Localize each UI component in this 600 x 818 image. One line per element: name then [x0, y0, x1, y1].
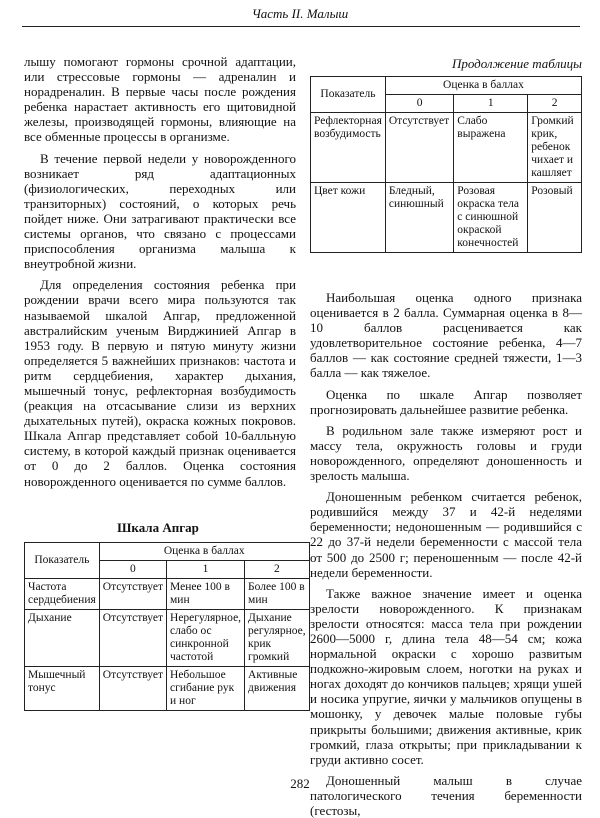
score-cell: Дыхание регулярное, крик громкий — [245, 610, 310, 667]
table-caption: Шкала Апгар — [117, 520, 199, 535]
apgar-table-continued — [310, 76, 582, 253]
header-divider — [22, 26, 580, 27]
paragraph: Наибольшая оценка одного признака оценивается в 2 балла. Суммарная оценка в 8—10 баллов расценивается как удовлетворительное состояние ребенка, 4—7 баллов — как состояние средней тяжести, 1—3 балла — как тяжелое. — [310, 290, 582, 381]
indicator-cell: Мышечный тонус — [25, 667, 100, 711]
table-row — [311, 113, 582, 183]
score-col-1: 1 — [167, 561, 245, 579]
paragraph: В течение первой недели у новорожденного возникает ряд адаптационных (физиологических, переходных или транзиторных) состояний, о которых речь пойдет ниже. Они затрагивают практически все системы органов, что связано с процессами приспособления организма малыша к внеутробной жизни. — [24, 150, 296, 272]
paragraph: В родильном зале также измеряют рост и массу тела, окружность головы и груди новорожденного, определяют доношенность и зрелость малыша. — [310, 422, 582, 484]
score-col-0: 0 — [99, 561, 166, 579]
apgar-table — [24, 542, 310, 711]
paragraph: Также важное значение имеет и оценка зрелости новорожденного. К признакам зрелости относятся: масса тела при рождении 2600—5000 г, длина тела 48—54 см; кожа нормальной окраски с хорошо развитым подкожно-жировым слоем, ноготки на руках и ногах доходят до кончиков пальцев; хрящи ушей и носика упругие, яички у мальчиков опущены в мошонку, у девочек малые половые губы прикрыты большими; движения активные, крик громкий, глаза открыты; при прикладывании к груди активно сосет. — [310, 585, 582, 767]
score-col-0: 0 — [385, 95, 453, 113]
score-col-1: 1 — [454, 95, 528, 113]
running-header: Часть II. Малыш — [251, 6, 349, 21]
page-number: 282 — [290, 776, 310, 791]
indicator-cell: Частота сердцебиения — [25, 579, 100, 610]
column-header-score: Оценка в баллах — [99, 543, 309, 561]
score-col-2: 2 — [528, 95, 582, 113]
score-cell: Громкий крик, ребенок чихает и кашляет — [528, 113, 582, 183]
score-cell: Отсутствует — [99, 610, 166, 667]
score-cell: Слабо выражена — [454, 113, 528, 183]
score-cell: Отсутствует — [99, 667, 166, 711]
column-header-indicator: Показатель — [25, 543, 100, 579]
left-column — [24, 54, 296, 489]
paragraph: Доношенным ребенком считается ребенок, родившийся между 37 и 42-й неделями беременности; недоношенным — родившийся с 22 до 37-й недели беременности с массой тела от 500 до 2500 г; переношенным — после 42-й недели беременности. — [310, 489, 582, 580]
indicator-cell: Дыхание — [25, 610, 100, 667]
score-cell: Отсутствует — [99, 579, 166, 610]
table-row — [25, 610, 310, 667]
table-row — [311, 183, 582, 253]
score-cell: Нерегулярное, слабо ос синкронной частотой — [167, 610, 245, 667]
score-cell: Небольшое сгибание рук и ног — [167, 667, 245, 711]
right-column — [310, 290, 582, 818]
score-cell: Розовый — [528, 183, 582, 253]
score-cell: Розовая окраска тела с синюшной окраской конечностей — [454, 183, 528, 253]
table-row — [25, 579, 310, 610]
paragraph: Доношенный малыш в случае патологического течения беременности (гестозы, — [310, 772, 582, 818]
table-row — [25, 667, 310, 711]
paragraph: Для определения состояния ребенка при рождении врачи всего мира пользуются так называемой шкалой Апгар, предложенной австралийским ученым Вирджинией Апгар в 1953 году. В первую и пятую минуту жизни определяется 5 важнейших признаков: частота и ритм сердцебиения, характер дыхания, мышечный тонус, рефлекторная возбудимость (реакция на отсасывание слизи из верхних дыхательных путей), окраска кожных покровов. Шкала Апгар представляет собой 10-балльную систему, в которой каждый признак оценивается от 0 до 2 баллов. Оценка состояния новорожденного оценивается по сумме баллов. — [24, 277, 296, 489]
score-cell: Менее 100 в мин — [167, 579, 245, 610]
indicator-cell: Рефлекторная возбудимость — [311, 113, 386, 183]
score-cell: Более 100 в мин — [245, 579, 310, 610]
column-header-indicator: Показатель — [311, 77, 386, 113]
paragraph: лышу помогают гормоны срочной адаптации, или стрессовые гормоны — адреналин и норадреналин. В первые часы после рождения ребенка нарастает активность его щитовидной железы, производящей гормоны, влияющие на все обменные процессы в организме. — [24, 54, 296, 145]
indicator-cell: Цвет кожи — [311, 183, 386, 253]
paragraph: Оценка по шкале Апгар позволяет прогнозировать дальнейшее развитие ребенка. — [310, 386, 582, 417]
score-col-2: 2 — [245, 561, 310, 579]
table-continuation-label: Продолжение таблицы — [451, 56, 582, 71]
score-cell: Активные движения — [245, 667, 310, 711]
column-header-score: Оценка в баллах — [385, 77, 581, 95]
score-cell: Бледный, синюшный — [385, 183, 453, 253]
score-cell: Отсутствует — [385, 113, 453, 183]
